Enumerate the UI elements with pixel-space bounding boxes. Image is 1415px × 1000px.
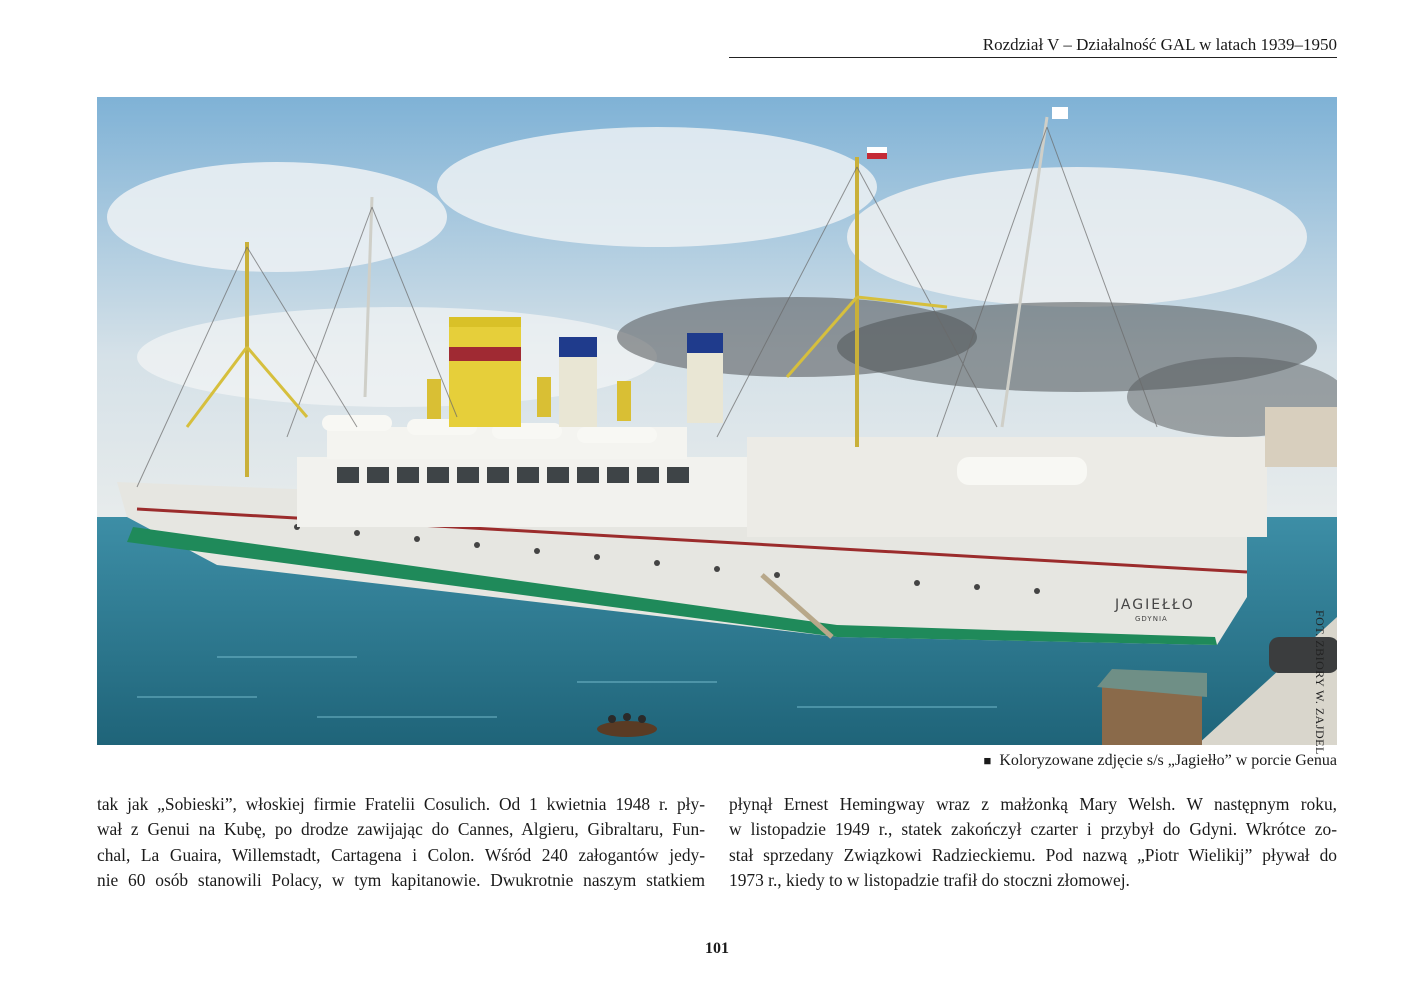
ship-photo: [97, 97, 1337, 745]
text-line: 1973 r., kiedy to w listopadzie trafił do stoczni złomowej.: [729, 870, 1130, 891]
cloud: [107, 162, 447, 272]
lifeboat: [322, 415, 392, 431]
caption-bullet-icon: ■: [983, 753, 992, 768]
ventilator: [537, 377, 551, 417]
header-rule: [729, 57, 1337, 58]
body-left-column: [97, 792, 705, 894]
text-line: wał z Genui na Kubę, po drodze zawijając do Cannes, Algieru, Gibraltaru, Fun-: [97, 819, 705, 840]
funnel-main: [449, 319, 521, 427]
building: [1265, 407, 1337, 467]
figure-caption: [820, 750, 1337, 772]
text-line: tak jak „Sobieski”, włoskiej firmie Fratelii Cosulich. Od 1 kwietnia 1948 r. pły-: [97, 794, 705, 814]
flag: [867, 153, 887, 159]
text-line: płynął Ernest Hemingway wraz z małżonką Mary Welsh. W następnym roku,: [729, 794, 1337, 814]
rowboat: [597, 721, 657, 737]
flag: [1052, 107, 1068, 119]
caption-text: Koloryzowane zdjęcie s/s „Jagiełło” w porcie Genua: [999, 752, 1337, 769]
text-line: stał sprzedany Związkowi Radzieckiemu. Pod nazwą „Piotr Wielikij” pływał do: [729, 844, 1337, 865]
superstructure-aft: [747, 437, 1267, 537]
text-line: w listopadzie 1949 r., statek zakończył czarter i przybył do Gdyni. Wkrótce zo-: [729, 819, 1337, 840]
lifeboat: [957, 457, 1087, 485]
hull-port: GDYNIA: [1135, 615, 1168, 623]
text-line: chal, La Guaira, Willemstadt, Cartagena i Colon. Wśród 240 załogantów jedy-: [97, 844, 705, 865]
funnel-blue-top: [687, 333, 723, 353]
lifeboat: [577, 427, 657, 443]
ventilator: [427, 379, 441, 419]
ventilator: [617, 381, 631, 421]
page-number: 101: [705, 940, 729, 957]
hull-name: JAGIEŁŁO: [1115, 597, 1195, 613]
funnel-band: [449, 347, 521, 361]
text-line: nie 60 osób stanowili Polacy, w tym kapitanowie. Dwukrotnie naszym statkiem: [97, 870, 705, 891]
running-header: Rozdział V – Działalność GAL w latach 1939–1950: [982, 35, 1337, 54]
photo-credit: FOT. ZBIORY W. ZAJDEL: [1313, 610, 1327, 755]
funnel-main-top: [449, 317, 521, 327]
funnel-blue-top: [559, 337, 597, 357]
cloud: [437, 127, 877, 247]
cloud: [847, 167, 1307, 307]
body-right-column: [729, 792, 1337, 894]
